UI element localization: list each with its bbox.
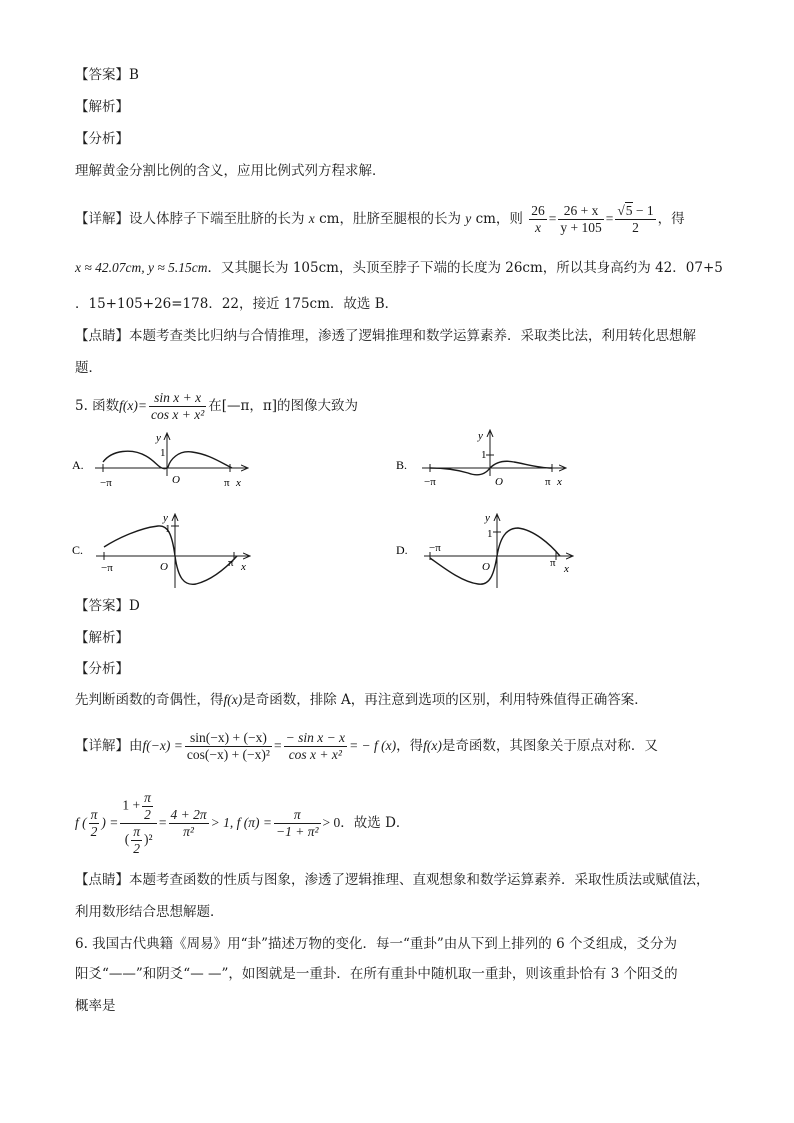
option-c-one-label: 1 bbox=[165, 523, 171, 535]
q5-eval-gt1: > 1, f (π) = bbox=[210, 815, 272, 830]
q4-frac3-num: √5 − 1 bbox=[617, 203, 654, 218]
q5-detail-eq: = bbox=[273, 738, 282, 753]
option-a-x-label: x bbox=[236, 477, 241, 489]
q5-eval-mid-den: π² bbox=[183, 824, 194, 839]
q4-frac1-num: 26 bbox=[531, 203, 545, 218]
q4-dianjing-line1: 【点睛】本题考查类比归纳与合情推理，渗透了逻辑推理和数学运算素养．采取类比法，利用转化思想解 bbox=[75, 328, 696, 344]
q5-eval-den-pi2 bbox=[131, 824, 142, 857]
q4-line3: ．15+105+26=178．22，接近 175cm．故选 B． bbox=[75, 296, 399, 312]
q5-eval-line: f ( $\frac{\pi}{2}$ ) = 1 + $\frac{\pi}{2}$ ( $\frac{\pi}{2}$ )² = $\frac{4 + 2\pi}{\text{π²}}$ > 1, f (π) = $\frac{\pi}{\text{−1 + π²}}$ > 0．故选 D． bbox=[75, 790, 410, 856]
q5-detail-line bbox=[75, 724, 658, 768]
q5-eval-fpi-den: −1 + π² bbox=[276, 824, 319, 839]
q4-frac1-den: x bbox=[534, 220, 541, 235]
q5-eval-pi-over-2 bbox=[89, 807, 100, 840]
q5-eval-gt0: > 0 bbox=[322, 815, 341, 830]
q6-line2: 阳爻“——”和阴爻“— —”，如图就是一重卦．在所有重卦中随机取一重卦，则该重卦恰有 3 个阳爻的 bbox=[75, 966, 678, 982]
q5-answer: 【答案】D bbox=[75, 598, 140, 614]
option-d-neg-pi-label: −π bbox=[429, 542, 441, 554]
option-a-neg-pi-label: −π bbox=[100, 477, 112, 489]
q4-detail-mid2: cm，则 bbox=[475, 211, 523, 227]
q5-detail-fx: f(x) bbox=[423, 738, 442, 753]
q4-analysis-text: 理解黄金分割比例的含义，应用比例式列方程求解． bbox=[75, 163, 386, 179]
q5-detail-lhs: f(−x) = bbox=[142, 738, 183, 753]
q5-eval-f: f ( bbox=[75, 815, 87, 830]
option-b-graph[interactable] bbox=[396, 430, 566, 488]
q5-eval-den-close: )² bbox=[143, 831, 153, 847]
option-d-origin-label: O bbox=[482, 561, 490, 573]
q5-analysis bbox=[75, 690, 648, 710]
option-d-label: D. bbox=[396, 543, 408, 557]
q4-frac2-den: y + 105 bbox=[560, 220, 602, 235]
q5-stem-den: cos x + x² bbox=[151, 407, 205, 422]
q5-eval-num-top: 1 + bbox=[122, 797, 141, 813]
q5-analysis-pre: 先判断函数的奇偶性，得 bbox=[75, 692, 224, 708]
q5-eval-end: ．故选 D． bbox=[340, 815, 410, 831]
option-a-label: A. bbox=[72, 458, 84, 472]
q5-eval-num-pi: π bbox=[144, 790, 151, 805]
option-c-pi-label: π bbox=[228, 557, 234, 569]
q6-line3: 概率是 bbox=[75, 998, 116, 1014]
q5-stem-num: sin x + x bbox=[149, 390, 206, 407]
option-a-origin-label: O bbox=[172, 474, 180, 486]
q5-detail-frac1-den: cos(−x) + (−x)² bbox=[186, 747, 270, 762]
option-c-y-label: y bbox=[163, 512, 168, 524]
q5-detail-frac1 bbox=[185, 730, 272, 763]
option-c-label: C. bbox=[72, 543, 84, 557]
q5-stem-f: f(x)= bbox=[119, 398, 148, 413]
option-a-graph[interactable] bbox=[72, 432, 248, 489]
option-b-x-label: x bbox=[557, 476, 562, 488]
q5-eval-den-pi: π bbox=[133, 824, 140, 839]
q5-detail-prefix: 【详解】由 bbox=[75, 738, 143, 754]
q4-detail-prefix: 【详解】设人体脖子下端至肚脐的长为 bbox=[75, 211, 305, 227]
q5-eval-pi: π bbox=[90, 807, 98, 822]
q4-detail-mid1: cm，肚脐至腿根的长为 bbox=[319, 211, 461, 227]
q5-detail-rhs: = − f (x) bbox=[349, 738, 397, 753]
option-a-one-label: 1 bbox=[160, 447, 166, 459]
q4-line2-math: x ≈ 42.07cm, y ≈ 5.15cm bbox=[75, 260, 208, 275]
q5-detail-post: 是奇函数，其图象关于原点对称．又 bbox=[441, 738, 658, 754]
q4-answer: 【答案】B bbox=[75, 67, 139, 83]
q4-detail-line: 【详解】设人体脖子下端至肚脐的长为 x cm，肚脐至腿根的长为 y cm，则 $\frac{26}{x}$ = $\frac{26 + x}{y + 105}$ = $\frac{√5 - 1}{2}$ ，得 bbox=[75, 203, 685, 235]
option-d-graph[interactable] bbox=[396, 512, 573, 588]
option-d-y-label: y bbox=[485, 512, 490, 524]
option-b-y-label: y bbox=[478, 430, 483, 442]
q5-dianjing-line1: 【点睛】本题考查函数的性质与图象，渗透了逻辑推理、直观想象和数学运算素养．采取性质法或赋值法， bbox=[75, 872, 710, 888]
q5-analysis-fx: f(x) bbox=[223, 692, 243, 707]
q5-dianjing-line2: 利用数形结合思想解题． bbox=[75, 904, 224, 920]
option-b-pi-label: π bbox=[545, 476, 551, 488]
q5-detail-frac2-den: cos x + x² bbox=[288, 747, 342, 762]
q4-line2-text: ．又其腿长为 105cm，头顶至脖子下端的长度为 26cm，所以其身高约为 42．07+5 bbox=[207, 260, 723, 276]
q5-eval-num-2: 2 bbox=[144, 807, 151, 822]
q5-eval-mid-num: 4 + 2π bbox=[170, 807, 207, 822]
q4-frac3-num-rest: − 1 bbox=[635, 203, 654, 218]
option-b-origin-label: O bbox=[495, 476, 503, 488]
q4-sqrt-radicand: 5 bbox=[625, 203, 633, 218]
q5-jiexi-heading: 【解析】 bbox=[75, 630, 129, 646]
q4-var-y: y bbox=[465, 211, 472, 226]
q5-eval-big-frac bbox=[120, 790, 157, 857]
q5-analysis-post: 是奇函数，排除 A，再注意到选项的区别，利用特殊值得正确答案． bbox=[242, 692, 648, 708]
option-a-y-label: y bbox=[156, 432, 161, 444]
option-b-one-label: 1 bbox=[481, 449, 487, 461]
q5-eval-fpi-frac bbox=[274, 807, 321, 840]
q4-var-x: x bbox=[308, 211, 315, 226]
q5-eval-den-paren: ( bbox=[124, 831, 130, 847]
q5-detail-frac2-num: − sin x − x bbox=[285, 730, 346, 745]
option-b-label: B. bbox=[396, 458, 408, 472]
q5-eval-close: ) = bbox=[101, 815, 119, 830]
option-c-x-label: x bbox=[241, 561, 246, 573]
q4-dianjing-line2: 题． bbox=[75, 360, 102, 376]
q5-eval-2: 2 bbox=[90, 824, 98, 839]
q4-frac2-num: 26 + x bbox=[558, 203, 603, 220]
option-d-pi-label: π bbox=[550, 557, 556, 569]
q5-fenxi-heading: 【分析】 bbox=[75, 661, 129, 677]
q5-detail-frac2 bbox=[284, 730, 347, 763]
q5-eval-den-2: 2 bbox=[133, 841, 140, 856]
q5-eval-mid-frac bbox=[169, 807, 209, 840]
q4-frac3-den: 2 bbox=[632, 220, 639, 235]
option-d-x-label: x bbox=[564, 563, 569, 575]
q5-stem-suffix: 在[—π，π]的图像大致为 bbox=[208, 398, 359, 414]
option-b-neg-pi-label: −π bbox=[424, 476, 436, 488]
q4-detail-suffix: ，得 bbox=[657, 211, 685, 227]
q5-eval-fpi-num: π bbox=[274, 807, 321, 824]
q5-stem-prefix: 5. 函数 bbox=[75, 398, 120, 414]
option-a-pi-label: π bbox=[224, 477, 230, 489]
option-c-curve bbox=[104, 526, 237, 584]
option-c-neg-pi-label: −π bbox=[101, 562, 113, 574]
q5-detail-frac1-num: sin(−x) + (−x) bbox=[185, 730, 272, 747]
option-c-origin-label: O bbox=[160, 561, 168, 573]
q5-detail-mid: ，得 bbox=[396, 738, 424, 754]
q6-line1: 6. 我国古代典籍《周易》用“卦”描述万物的变化．每一“重卦”由从下到上排列的 6 个爻组成，爻分为 bbox=[75, 936, 677, 952]
option-c-graph[interactable] bbox=[72, 512, 250, 588]
q5-eval-num-pi2 bbox=[142, 790, 153, 823]
q4-jiexi-heading: 【解析】 bbox=[75, 99, 129, 115]
option-d-one-label: 1 bbox=[487, 528, 493, 540]
q4-fenxi-heading: 【分析】 bbox=[75, 131, 129, 147]
